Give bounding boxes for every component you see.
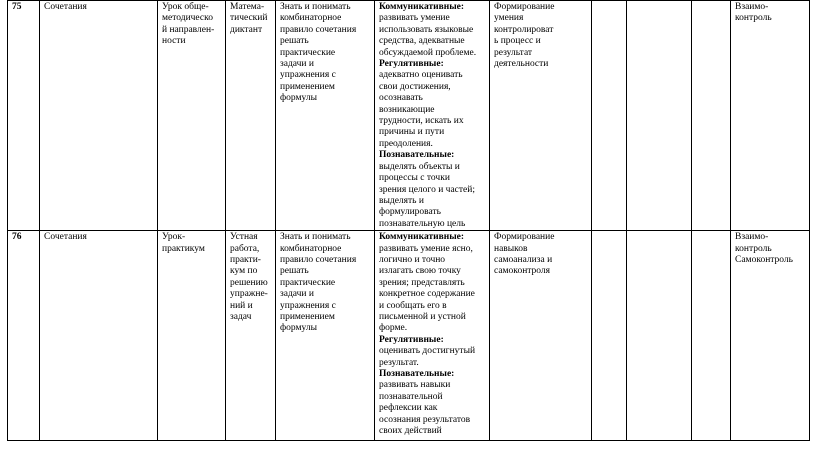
learning-activities [375,1,490,231]
regulatory-text: адекватно оценивать свои достижения, осознавать возникающие трудности, искать их причины и пути преодоления. [379,70,464,149]
lesson-number: 75 [8,1,40,231]
lesson-topic: Сочетания [40,231,158,441]
subject-results: Знать и понимать комбинаторное правило сочетания решать практические задачи и упражнения с применением формулы [276,1,375,231]
control-form: Взаимо- контроль Самоконтроль [731,231,810,441]
personal-results: Формирование навыков самоанализа и самоконтроля [490,231,592,441]
lesson-topic: Сочетания [40,1,158,231]
table-row [8,1,810,231]
communicative-label: Коммуникативные: [379,2,464,12]
empty-cell [592,231,627,441]
lesson-type: Урок- практикум [158,231,226,441]
empty-cell [627,231,692,441]
learning-activities [375,231,490,441]
empty-cell [592,1,627,231]
cognitive-label: Познавательные: [379,150,455,161]
subject-results: Знать и понимать комбинаторное правило сочетания решать практические задачи и упражнения с применением формулы [276,231,375,441]
communicative-label: Коммуникативные: [379,232,464,243]
empty-cell [627,1,692,231]
personal-results: Формирование умения контролироват ь процесс и результат деятельности [490,1,592,231]
regulatory-label: Регулятивные: [379,59,444,70]
regulatory-label: Регулятивные: [379,334,444,345]
empty-cell [692,231,731,441]
cognitive-text: выделять объекты и процессы с точки зрения целого и частей; выделять и формулировать познавательную цель [379,161,475,229]
lesson-plan-table [7,0,810,441]
table-row [8,231,810,441]
cognitive-text: развивать навыки познавательной рефлексии как осознания результатов своих действий [379,380,471,437]
cognitive-label: Познавательные: [379,369,455,379]
regulatory-text: оценивать достигнутый результат. [379,346,476,368]
lesson-number: 76 [8,231,40,441]
lesson-form: Матема- тический диктант [226,1,276,231]
control-form: Взаимо- контроль [731,1,810,231]
communicative-text: развивать умение ясно, логично и точно излагать свою точку зрения; представлять конкретное содержание и сообщать его в письменной и устной форме. [379,243,475,334]
lesson-form: Устная работа, практи- кум по решению упражне- ний и задач [226,231,276,441]
lesson-type: Урок обще- методическо й направлен- ности [158,1,226,231]
communicative-text: развивать умение использовать языковые средства, адекватные обсуждаемой проблеме. [379,13,477,58]
empty-cell [692,1,731,231]
